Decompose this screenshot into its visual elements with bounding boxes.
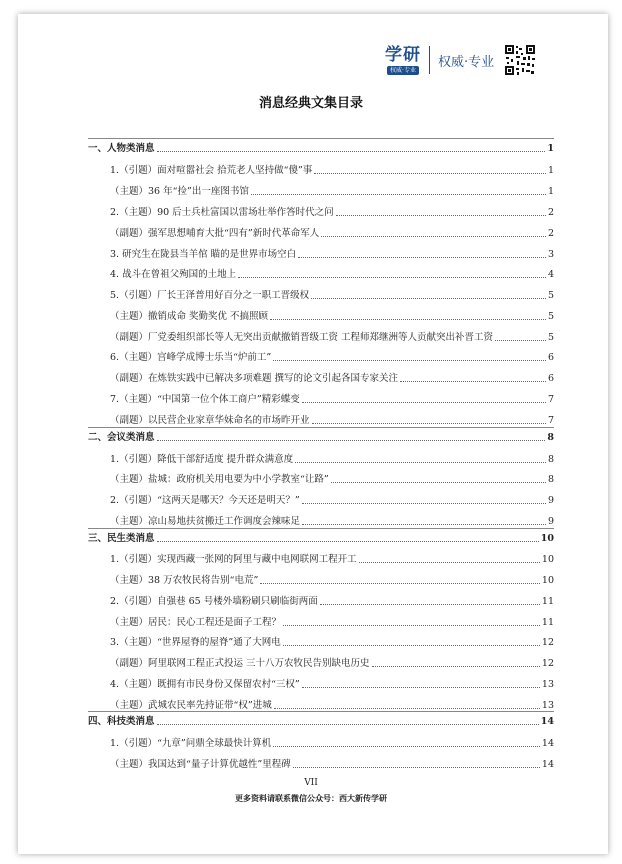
dot-leader bbox=[359, 562, 540, 563]
toc-entry bbox=[110, 226, 554, 240]
toc-page-number: 9 bbox=[547, 495, 554, 506]
toc-entry-text: （副题）以民营企业家章华妹命名的市场昨开业 bbox=[110, 415, 310, 426]
toc-entry bbox=[110, 757, 554, 771]
toc-page-number: 10 bbox=[541, 575, 554, 586]
toc-entry-text: 1.（引题）降低干部舒适度 提升群众满意度 bbox=[110, 454, 294, 465]
toc-page-number: 7 bbox=[547, 394, 554, 405]
toc-entry-text: 5.（引题）厂长王泽普用好百分之一职工晋级权 bbox=[110, 290, 310, 301]
toc-entry-text: 7.（主题）“中国第一位个体工商户”精彩蝶变 bbox=[110, 394, 300, 405]
logo-subtext: 权威·专业 bbox=[387, 66, 419, 75]
toc-page-number: 2 bbox=[547, 207, 554, 218]
toc-page-number: 10 bbox=[540, 533, 554, 544]
toc-entry-text: （主题）居民：民心工程还是面子工程？ bbox=[110, 617, 282, 628]
toc-entry-text: 2.（引题）“这两天是哪天？今天还是明天？” bbox=[110, 495, 300, 506]
toc-entry-text: 1.（引题）“九章”问鼎全球最快计算机 bbox=[110, 738, 272, 749]
toc-entry bbox=[110, 452, 554, 466]
toc-section-heading bbox=[88, 714, 554, 728]
toc-page-number: 6 bbox=[547, 373, 554, 384]
dot-leader bbox=[320, 604, 540, 605]
dot-leader bbox=[302, 503, 546, 504]
logo-divider bbox=[429, 46, 430, 74]
toc-entry-text: 2.（主题）90 后士兵杜富国以雷场壮举作答时代之问 bbox=[110, 207, 334, 218]
dot-leader bbox=[293, 767, 540, 768]
dot-leader bbox=[495, 340, 546, 341]
dot-leader bbox=[336, 215, 546, 216]
toc-entry bbox=[110, 472, 554, 486]
toc-entry-text: 四、科技类消息 bbox=[88, 716, 155, 727]
toc-entry-text: （副题）厂党委组织部长等人无突出贡献撤销晋级工资 工程师郑继洲等人贡献突出补晋工资 bbox=[110, 332, 494, 343]
toc-page-number: 13 bbox=[541, 679, 554, 690]
toc-entry-text: 3.（主题）“世界屋脊的屋脊”通了大网电 bbox=[110, 637, 281, 648]
toc-entry bbox=[110, 656, 554, 670]
dot-leader bbox=[274, 708, 540, 709]
toc-entry bbox=[110, 573, 554, 587]
toc-entry bbox=[110, 288, 554, 302]
toc-entry-text: （主题）撤销成命 奖勤奖优 不搞照顾 bbox=[110, 311, 269, 322]
dot-leader bbox=[270, 319, 546, 320]
toc-page-number: 2 bbox=[547, 228, 554, 239]
toc-page-number: 5 bbox=[547, 332, 554, 343]
toc-page-number: 8 bbox=[547, 454, 554, 465]
toc-page-number: 12 bbox=[541, 637, 554, 648]
dot-leader bbox=[321, 236, 546, 237]
dot-leader bbox=[400, 381, 546, 382]
toc-entry bbox=[110, 247, 554, 261]
brand-logo bbox=[385, 45, 421, 75]
toc-entry bbox=[110, 350, 554, 364]
toc-section-heading bbox=[88, 141, 554, 155]
toc-entry bbox=[110, 594, 554, 608]
toc-entry-text: 一、人物类消息 bbox=[88, 143, 155, 154]
dot-leader bbox=[295, 462, 546, 463]
toc-entry bbox=[110, 392, 554, 406]
toc-entry bbox=[110, 205, 554, 219]
toc-entry-text: （主题）我国达到“量子计算优越性”里程碑 bbox=[110, 759, 291, 770]
dot-leader bbox=[372, 666, 540, 667]
dot-leader bbox=[157, 151, 546, 152]
toc-page-number: 4 bbox=[547, 269, 554, 280]
toc-section-heading bbox=[88, 430, 554, 444]
toc-page-number: 12 bbox=[541, 658, 554, 669]
dot-leader bbox=[331, 482, 546, 483]
toc-entry bbox=[110, 552, 554, 566]
toc-entry bbox=[110, 184, 554, 198]
dot-leader bbox=[302, 524, 546, 525]
logo-text: 学研 bbox=[385, 45, 421, 65]
toc-page-number: 10 bbox=[541, 554, 554, 565]
footer-note: 更多资料请联系微信公众号：西大新传学研 bbox=[235, 794, 387, 803]
toc-entry bbox=[110, 163, 554, 177]
dot-leader bbox=[273, 360, 546, 361]
toc-page-number: 1 bbox=[547, 186, 554, 197]
dot-leader bbox=[283, 645, 540, 646]
toc-entry bbox=[110, 635, 554, 649]
section-divider bbox=[88, 138, 554, 139]
toc-entry-text: （主题）38 万农牧民将告别“电荒” bbox=[110, 575, 259, 586]
dot-leader bbox=[298, 257, 546, 258]
toc-entry-text: 3. 研究生在陇县当羊倌 瞄的是世界市场空白 bbox=[110, 249, 297, 260]
toc-page-number: 14 bbox=[540, 716, 554, 727]
header-logo bbox=[385, 44, 536, 76]
toc-page-number: 1 bbox=[547, 143, 554, 154]
toc-page-number: 7 bbox=[547, 415, 554, 426]
section-divider bbox=[88, 528, 554, 529]
dot-leader bbox=[238, 277, 546, 278]
toc-page-number: 1 bbox=[547, 165, 554, 176]
toc-entry bbox=[110, 267, 554, 281]
section-divider bbox=[88, 427, 554, 428]
dot-leader bbox=[312, 423, 546, 424]
toc-page-number: 8 bbox=[547, 432, 554, 443]
logo-slogan: 权威·专业 bbox=[438, 54, 495, 70]
toc-entry bbox=[110, 514, 554, 528]
toc-entry-text: （主题）武城农民率先持证带“权”进城 bbox=[110, 700, 272, 711]
toc-entry bbox=[110, 309, 554, 323]
dot-leader bbox=[314, 173, 546, 174]
toc-section-heading bbox=[88, 531, 554, 545]
toc-entry-text: 1.（引题）实现西藏一张网的阿里与藏中电网联网工程开工 bbox=[110, 554, 357, 565]
dot-leader bbox=[302, 402, 546, 403]
section-divider bbox=[88, 711, 554, 712]
toc-entry bbox=[110, 493, 554, 507]
dot-leader bbox=[260, 583, 540, 584]
toc-page-number: 6 bbox=[547, 352, 554, 363]
toc-page-number: 14 bbox=[541, 738, 554, 749]
toc-entry-text: （副题）在炼铁实践中已解决多项难题 撰写的论文引起各国专家关注 bbox=[110, 373, 399, 384]
toc-page-number: 11 bbox=[541, 596, 554, 607]
toc-page-number: 3 bbox=[547, 249, 554, 260]
document-title: 消息经典文集目录 bbox=[258, 96, 363, 111]
page-number: VII bbox=[304, 778, 318, 788]
dot-leader bbox=[157, 541, 539, 542]
toc-entry-text: 6.（主题）宫峰学成博士乐当“炉前工” bbox=[110, 352, 272, 363]
toc-entry bbox=[110, 330, 554, 344]
toc-entry bbox=[110, 677, 554, 691]
toc-entry-text: 4. 战斗在曾祖父殉国的土地上 bbox=[110, 269, 237, 280]
dot-leader bbox=[157, 724, 539, 725]
toc-page-number: 13 bbox=[541, 700, 554, 711]
toc-entry-text: 2.（引题）自强巷 65 号楼外墙粉刷只刷临街两面 bbox=[110, 596, 318, 607]
toc-entry-text: 1.（引题）面对喧嚣社会 拾荒老人坚持做“傻”事 bbox=[110, 165, 313, 176]
dot-leader bbox=[157, 440, 546, 441]
toc-entry-text: （副题）阿里联网工程正式投运 三十八万农牧民告别缺电历史 bbox=[110, 658, 370, 669]
toc-entry-text: 4.（主题）既拥有市民身份又保留农村“三权” bbox=[110, 679, 300, 690]
toc-entry-text: （主题）36 年“捡”出一座图书馆 bbox=[110, 186, 249, 197]
toc-entry-text: 二、会议类消息 bbox=[88, 432, 155, 443]
dot-leader bbox=[273, 746, 540, 747]
dot-leader bbox=[251, 194, 546, 195]
toc-entry-text: （主题）盐城：政府机关用电要为中小学教室“让路” bbox=[110, 474, 329, 485]
toc-page-number: 5 bbox=[547, 311, 554, 322]
toc-page-number: 14 bbox=[541, 759, 554, 770]
dot-leader bbox=[311, 298, 546, 299]
dot-leader bbox=[283, 625, 540, 626]
toc-entry bbox=[110, 698, 554, 712]
toc-entry bbox=[110, 736, 554, 750]
toc-entry-text: （主题）凉山易地扶贫搬迁工作调度会辣味足 bbox=[110, 516, 301, 527]
toc-page-number: 5 bbox=[547, 290, 554, 301]
toc-entry bbox=[110, 615, 554, 629]
toc-entry-text: （副题）强军思想哺育大批“四有”新时代革命军人 bbox=[110, 228, 320, 239]
toc-page-number: 8 bbox=[547, 474, 554, 485]
toc-page-number: 9 bbox=[547, 516, 554, 527]
toc-entry bbox=[110, 371, 554, 385]
dot-leader bbox=[302, 687, 540, 688]
toc-page-number: 11 bbox=[541, 617, 554, 628]
toc-entry-text: 三、民生类消息 bbox=[88, 533, 155, 544]
toc-entry bbox=[110, 413, 554, 427]
qr-code-icon bbox=[504, 44, 536, 76]
